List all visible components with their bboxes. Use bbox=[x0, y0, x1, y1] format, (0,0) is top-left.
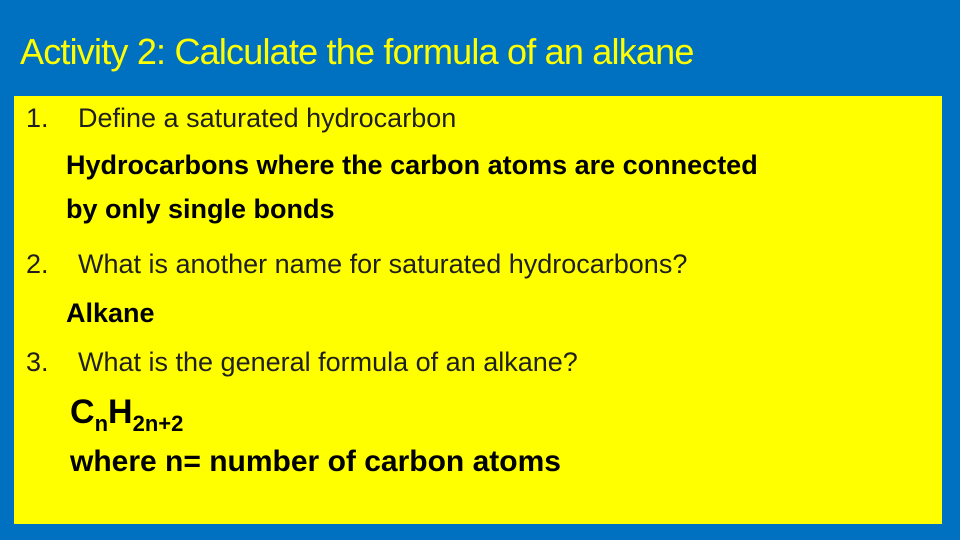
question-2 bbox=[26, 246, 687, 282]
answer-2-line-1: Alkane bbox=[66, 298, 155, 328]
general-formula bbox=[70, 392, 183, 444]
question-number: 1. bbox=[26, 103, 49, 133]
question-text: Define a saturated hydrocarbon bbox=[78, 103, 457, 133]
answer-1-line-1: Hydrocarbons where the carbon atoms are connected bbox=[66, 150, 758, 180]
question-text: What is the general formula of an alkane? bbox=[78, 347, 578, 377]
question-1 bbox=[26, 100, 456, 136]
formula-note: where n= number of carbon atoms bbox=[70, 445, 561, 478]
question-3 bbox=[26, 344, 578, 380]
formula-hydrogen: H bbox=[108, 393, 133, 431]
question-number: 3. bbox=[26, 347, 49, 377]
formula-carbon: C bbox=[70, 393, 95, 431]
formula-hydrogen-subscript: 2n+2 bbox=[132, 411, 184, 436]
answer-1-line-2: by only single bonds bbox=[66, 194, 335, 224]
question-number: 2. bbox=[26, 249, 49, 279]
slide-title: Activity 2: Calculate the formula of an alkane bbox=[20, 31, 694, 72]
question-text: What is another name for saturated hydrocarbons? bbox=[78, 249, 688, 279]
formula-carbon-subscript: n bbox=[94, 411, 109, 436]
content-box bbox=[14, 96, 942, 524]
